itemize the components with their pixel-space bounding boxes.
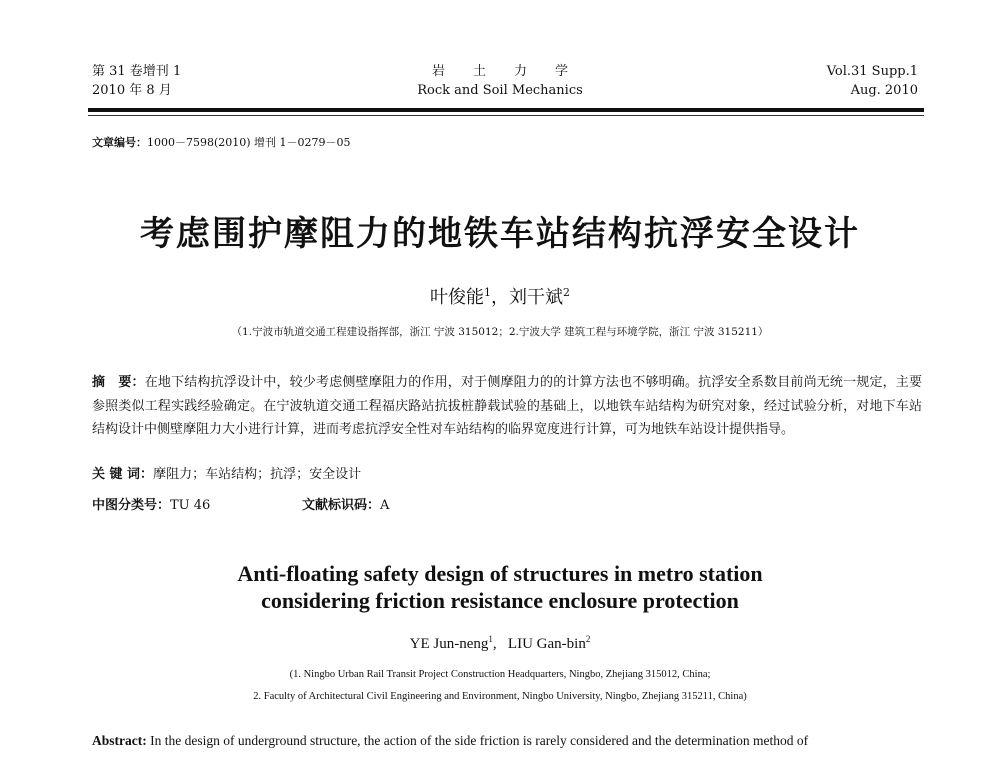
abstract-cn-text: 在地下结构抗浮设计中，较少考虑侧壁摩阻力的作用，对于侧摩阻力的的计算方法也不够明确。抗浮安全系数目前尚无统一规定，主要参照类似工程实践经验确定。在宁波轨道交通工程福庆路站抗拔桩静载试验的基础上，以地铁车站结构为研究对象，经过试验分析，对地下车站结构设计中侧壁摩阻力大小进行计算，进而考虑抗浮安全性对车站结构的临界宽度进行计算，可为地铁车站设计提供指导。 [92, 375, 922, 437]
document-code [302, 494, 389, 513]
journal-name-cn: 岩土力学 [431, 64, 596, 79]
volume-issue-en: Vol.31 Supp.1 [826, 64, 918, 79]
authors-cn [0, 283, 1000, 309]
header-rule-thick [88, 108, 924, 112]
clc-label: 中图分类号： [92, 498, 171, 513]
publication-date-cn: 2010 年 8 月 [92, 83, 172, 98]
author-affiliation-mark: 1 [488, 634, 493, 644]
affiliation-cn: （1.宁波市轨道交通工程建设指挥部，浙江 宁波 315012；2.宁波大学 建筑工程与环境学院，浙江 宁波 315211） [231, 326, 769, 338]
classification-row [92, 494, 390, 513]
header-rule-thin [88, 115, 924, 116]
volume-issue: 第 31 卷增刊 1 [92, 64, 182, 79]
author-affiliation-mark: 1 [484, 286, 491, 299]
abstract-en-label: Abstract: [92, 733, 147, 748]
affiliation-en-line1: (1. Ningbo Urban Rail Transit Project Construction Headquarters, Ningbo, Zhejiang 315012, China; [289, 669, 711, 680]
authors-en [0, 634, 1000, 653]
abstract-cn [92, 371, 922, 442]
title-en-line2: considering friction resistance enclosure protection [261, 588, 739, 613]
author-name: 叶俊能 [430, 287, 484, 308]
author-separator: ， [491, 287, 509, 308]
article-number [92, 134, 351, 150]
clc-value: TU 46 [170, 498, 211, 513]
publication-date-en: Aug. 2010 [850, 83, 918, 98]
article-number-label: 文章编号： [92, 136, 147, 149]
document-code-label: 文献标识码： [302, 498, 381, 513]
keywords-text: 摩阻力；车站结构；抗浮；安全设计 [153, 467, 362, 482]
title-cn: 考虑围护摩阻力的地铁车站结构抗浮安全设计 [140, 214, 860, 254]
author-separator: , [492, 636, 508, 652]
title-en [0, 560, 1000, 614]
affiliation-en [0, 664, 1000, 708]
author-affiliation-mark: 2 [585, 634, 591, 644]
title-en-line1: Anti-floating safety design of structures in metro station [237, 561, 763, 586]
keywords [92, 463, 361, 482]
author-name-en: YE Jun-neng [409, 636, 489, 652]
author-affiliation-mark: 2 [563, 286, 570, 299]
keywords-label: 关 键 词： [92, 467, 154, 482]
article-number-value: 1000－7598(2010) 增刊 1－0279－05 [147, 136, 351, 149]
journal-volume-info-en [827, 62, 918, 100]
abstract-en-text: In the design of underground structure, the action of the side friction is rarely considered and the determination method of [146, 733, 809, 748]
author-name-en: LIU Gan-bin [507, 636, 586, 652]
author-name: 刘干斌 [509, 287, 563, 308]
abstract-en [92, 733, 928, 749]
journal-name-en: Rock and Soil Mechanics [417, 83, 583, 98]
affiliation-en-line2: 2. Faculty of Architectural Civil Engineering and Environment, Ningbo University, Ningbo, Zhejiang 315211, China) [253, 691, 747, 702]
abstract-cn-label: 摘 要： [92, 375, 145, 390]
document-code-value: A [380, 498, 390, 513]
